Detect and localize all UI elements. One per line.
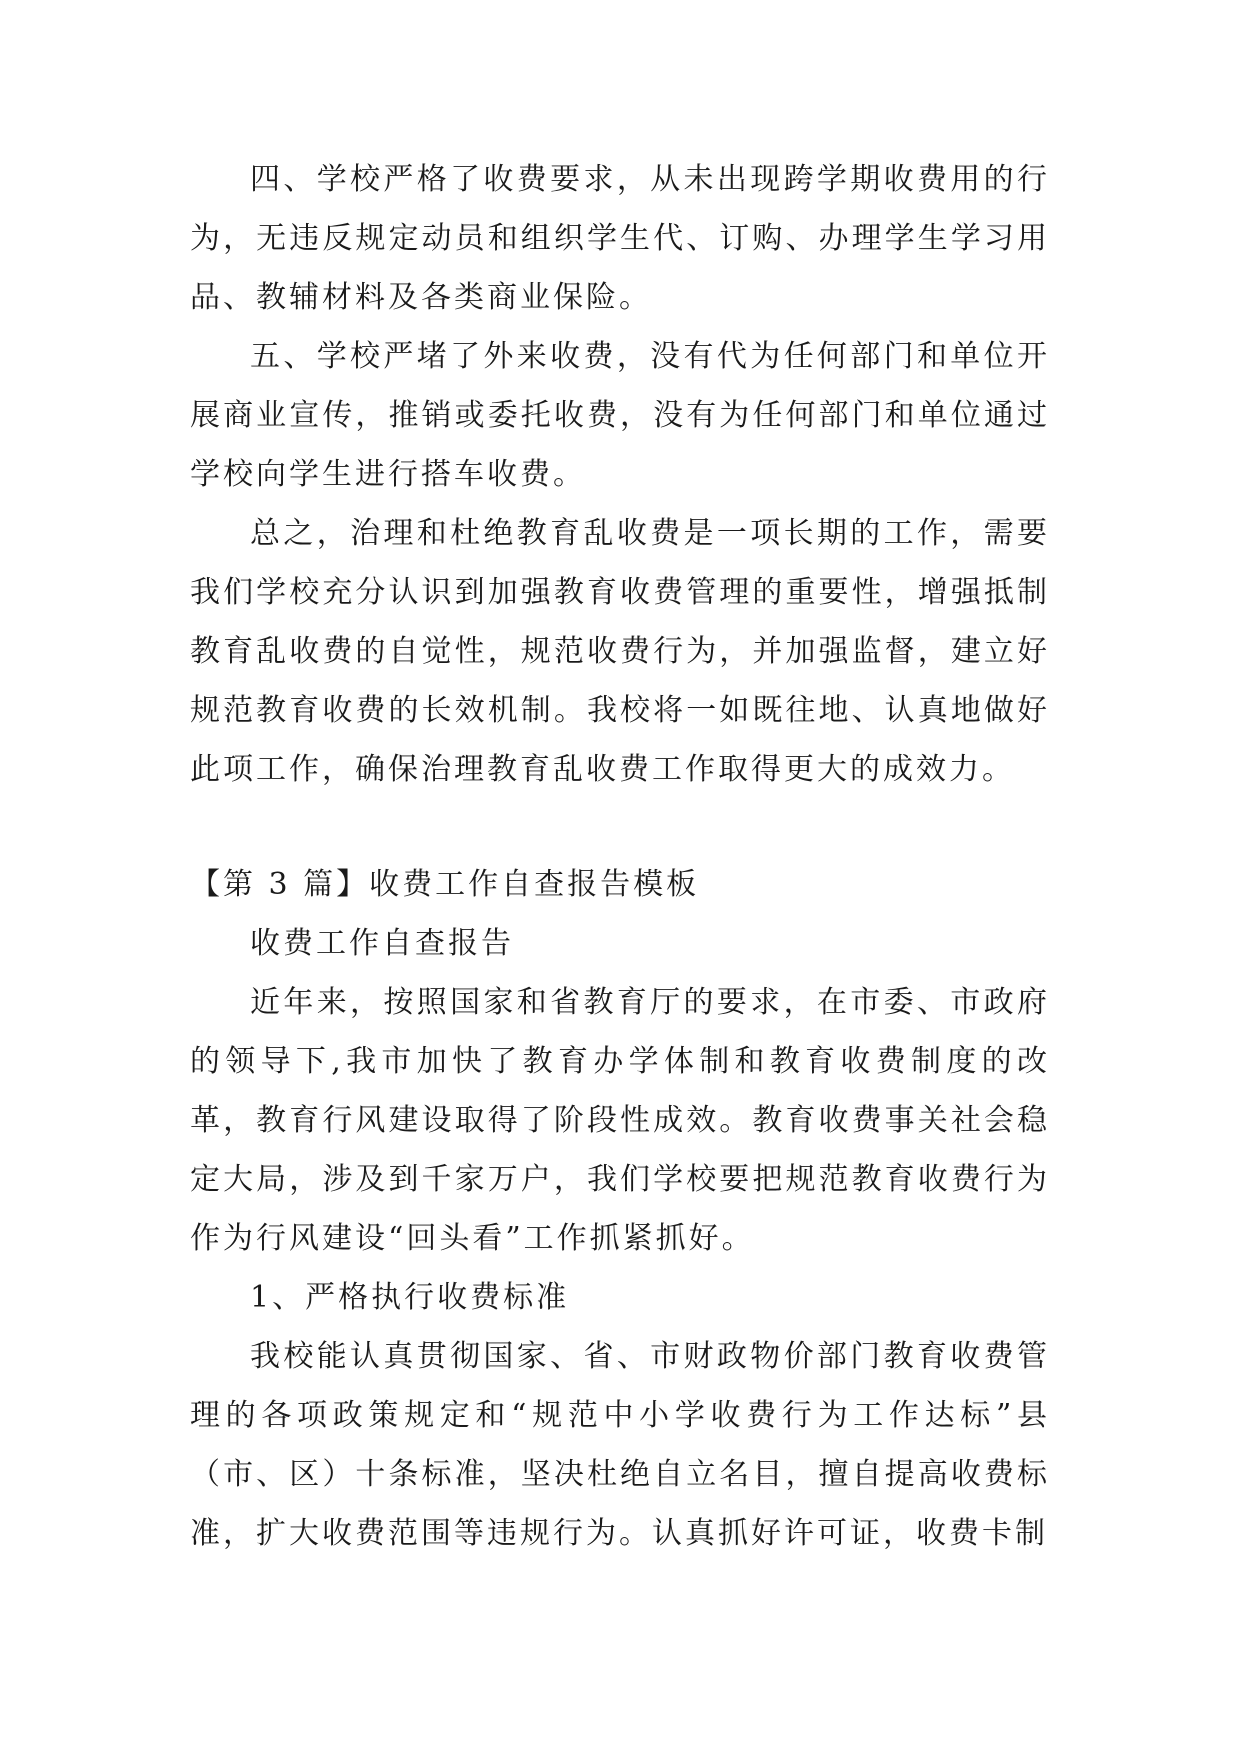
paragraph-conclusion: 总之，治理和杜绝教育乱收费是一项长期的工作，需要我们学校充分认识到加强教育收费管理的重要性，增强抵制教育乱收费的自觉性，规范收费行为，并加强监督，建立好规范教育收费的长效机制。我校将一如既往地、认真地做好此项工作，确保治理教育乱收费工作取得更大的成效力。 [190,516,1050,787]
report-subtitle: 收费工作自查报告 [250,926,514,961]
paragraph-intro: 近年来，按照国家和省教育厅的要求，在市委、市政府的领导下,我市加快了教育办学体制和教育收费制度的改革，教育行风建设取得了阶段性成效。教育收费事关社会稳定大局，涉及到千家万户，我们学校要把规范教育收费行为作为行风建设“回头看”工作抓紧抓好。 [190,985,1050,1256]
document-body [190,150,1050,1563]
paragraph-item-five: 五、学校严堵了外来收费，没有代为任何部门和单位开展商业宣传，推销或委托收费，没有为任何部门和单位通过学校向学生进行搭车收费。 [190,339,1050,492]
section-gap [190,799,1050,855]
section-heading: 【第 3 篇】收费工作自查报告模板 [190,867,700,902]
paragraph-item-four: 四、学校严格了收费要求，从未出现跨学期收费用的行为，无违反规定动员和组织学生代、订购、办理学生学习用品、教辅材料及各类商业保险。 [190,162,1050,315]
item-body: 我校能认真贯彻国家、省、市财政物价部门教育收费管理的各项政策规定和“规范中小学收费行为工作达标”县（市、区）十条标准，坚决杜绝自立名目，擅自提高收费标准，扩大收费范围等违规行为。认真抓好许可证，收费卡制 [190,1339,1050,1551]
item-title: 1、严格执行收费标准 [250,1280,570,1315]
